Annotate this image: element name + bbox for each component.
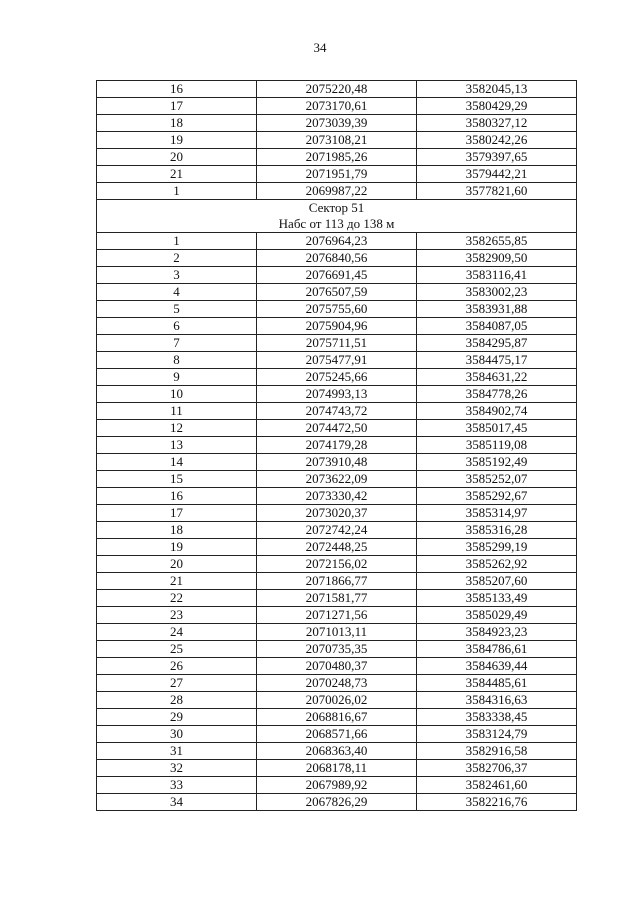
y-coordinate-cell: 3585252,07: [417, 471, 577, 488]
y-coordinate-cell: 3577821,60: [417, 183, 577, 200]
table-row: [97, 777, 577, 794]
point-number-cell: 26: [97, 658, 257, 675]
y-coordinate-cell: 3585316,28: [417, 522, 577, 539]
table-row: [97, 471, 577, 488]
point-number-cell: 1: [97, 233, 257, 250]
point-number-cell: 31: [97, 743, 257, 760]
table-row: [97, 352, 577, 369]
point-number-cell: 28: [97, 692, 257, 709]
y-coordinate-cell: 3584295,87: [417, 335, 577, 352]
y-coordinate-cell: 3584631,22: [417, 369, 577, 386]
x-coordinate-cell: 2075904,96: [257, 318, 417, 335]
rows-before-sector: [97, 81, 577, 200]
sector-header-row: [97, 200, 577, 233]
table-row: [97, 98, 577, 115]
x-coordinate-cell: 2076507,59: [257, 284, 417, 301]
y-coordinate-cell: 3585314,97: [417, 505, 577, 522]
y-coordinate-cell: 3585207,60: [417, 573, 577, 590]
table-row: [97, 301, 577, 318]
y-coordinate-cell: 3583002,23: [417, 284, 577, 301]
x-coordinate-cell: 2067826,29: [257, 794, 417, 811]
x-coordinate-cell: 2069987,22: [257, 183, 417, 200]
table-row: [97, 675, 577, 692]
x-coordinate-cell: 2073622,09: [257, 471, 417, 488]
y-coordinate-cell: 3585192,49: [417, 454, 577, 471]
x-coordinate-cell: 2073039,39: [257, 115, 417, 132]
point-number-cell: 32: [97, 760, 257, 777]
point-number-cell: 17: [97, 505, 257, 522]
point-number-cell: 11: [97, 403, 257, 420]
y-coordinate-cell: 3582045,13: [417, 81, 577, 98]
table-row: [97, 437, 577, 454]
point-number-cell: 21: [97, 166, 257, 183]
y-coordinate-cell: 3584087,05: [417, 318, 577, 335]
x-coordinate-cell: 2075245,66: [257, 369, 417, 386]
y-coordinate-cell: 3584902,74: [417, 403, 577, 420]
table-row: [97, 539, 577, 556]
x-coordinate-cell: 2075477,91: [257, 352, 417, 369]
x-coordinate-cell: 2074179,28: [257, 437, 417, 454]
y-coordinate-cell: 3580429,29: [417, 98, 577, 115]
x-coordinate-cell: 2070248,73: [257, 675, 417, 692]
y-coordinate-cell: 3579442,21: [417, 166, 577, 183]
x-coordinate-cell: 2074472,50: [257, 420, 417, 437]
point-number-cell: 8: [97, 352, 257, 369]
x-coordinate-cell: 2070480,37: [257, 658, 417, 675]
point-number-cell: 22: [97, 590, 257, 607]
point-number-cell: 30: [97, 726, 257, 743]
point-number-cell: 21: [97, 573, 257, 590]
y-coordinate-cell: 3583124,79: [417, 726, 577, 743]
sector-subtitle: Набс от 113 до 138 м: [278, 216, 395, 231]
table-row: [97, 488, 577, 505]
table-row: [97, 149, 577, 166]
x-coordinate-cell: 2071271,56: [257, 607, 417, 624]
point-number-cell: 17: [97, 98, 257, 115]
y-coordinate-cell: 3585262,92: [417, 556, 577, 573]
page-number: 34: [313, 40, 327, 55]
table-row: [97, 624, 577, 641]
x-coordinate-cell: 2068178,11: [257, 760, 417, 777]
x-coordinate-cell: 2072742,24: [257, 522, 417, 539]
x-coordinate-cell: 2070735,35: [257, 641, 417, 658]
table-row: [97, 658, 577, 675]
point-number-cell: 2: [97, 250, 257, 267]
table-row: [97, 709, 577, 726]
table-row: [97, 760, 577, 777]
table-row: [97, 166, 577, 183]
y-coordinate-cell: 3585133,49: [417, 590, 577, 607]
y-coordinate-cell: 3582655,85: [417, 233, 577, 250]
y-coordinate-cell: 3582916,58: [417, 743, 577, 760]
sector-header-section: [97, 200, 577, 233]
table-row: [97, 522, 577, 539]
x-coordinate-cell: 2076691,45: [257, 267, 417, 284]
x-coordinate-cell: 2074993,13: [257, 386, 417, 403]
point-number-cell: 7: [97, 335, 257, 352]
y-coordinate-cell: 3584786,61: [417, 641, 577, 658]
point-number-cell: 29: [97, 709, 257, 726]
point-number-cell: 12: [97, 420, 257, 437]
table-row: [97, 335, 577, 352]
y-coordinate-cell: 3585119,08: [417, 437, 577, 454]
x-coordinate-cell: 2073330,42: [257, 488, 417, 505]
point-number-cell: 25: [97, 641, 257, 658]
point-number-cell: 23: [97, 607, 257, 624]
table-row: [97, 573, 577, 590]
x-coordinate-cell: 2073910,48: [257, 454, 417, 471]
table-row: [97, 318, 577, 335]
table-row: [97, 183, 577, 200]
point-number-cell: 5: [97, 301, 257, 318]
point-number-cell: 27: [97, 675, 257, 692]
coordinates-table: [96, 80, 577, 811]
point-number-cell: 16: [97, 81, 257, 98]
point-number-cell: 14: [97, 454, 257, 471]
y-coordinate-cell: 3582461,60: [417, 777, 577, 794]
y-coordinate-cell: 3579397,65: [417, 149, 577, 166]
table-row: [97, 115, 577, 132]
point-number-cell: 13: [97, 437, 257, 454]
x-coordinate-cell: 2072156,02: [257, 556, 417, 573]
table-row: [97, 692, 577, 709]
table-row: [97, 641, 577, 658]
y-coordinate-cell: 3580242,26: [417, 132, 577, 149]
y-coordinate-cell: 3580327,12: [417, 115, 577, 132]
x-coordinate-cell: 2073020,37: [257, 505, 417, 522]
table-row: [97, 386, 577, 403]
table-row: [97, 403, 577, 420]
x-coordinate-cell: 2072448,25: [257, 539, 417, 556]
y-coordinate-cell: 3584475,17: [417, 352, 577, 369]
table-row: [97, 743, 577, 760]
table-row: [97, 250, 577, 267]
table-row: [97, 505, 577, 522]
y-coordinate-cell: 3585292,67: [417, 488, 577, 505]
x-coordinate-cell: 2073170,61: [257, 98, 417, 115]
y-coordinate-cell: 3582706,37: [417, 760, 577, 777]
table-row: [97, 607, 577, 624]
point-number-cell: 34: [97, 794, 257, 811]
point-number-cell: 20: [97, 149, 257, 166]
point-number-cell: 24: [97, 624, 257, 641]
y-coordinate-cell: 3584923,23: [417, 624, 577, 641]
sector-title: Сектор 51: [308, 200, 365, 215]
x-coordinate-cell: 2071951,79: [257, 166, 417, 183]
x-coordinate-cell: 2073108,21: [257, 132, 417, 149]
x-coordinate-cell: 2075755,60: [257, 301, 417, 318]
point-number-cell: 20: [97, 556, 257, 573]
table-row: [97, 420, 577, 437]
x-coordinate-cell: 2075711,51: [257, 335, 417, 352]
y-coordinate-cell: 3583931,88: [417, 301, 577, 318]
x-coordinate-cell: 2067989,92: [257, 777, 417, 794]
y-coordinate-cell: 3585017,45: [417, 420, 577, 437]
point-number-cell: 18: [97, 522, 257, 539]
table-row: [97, 454, 577, 471]
point-number-cell: 10: [97, 386, 257, 403]
table-row: [97, 726, 577, 743]
table-row: [97, 267, 577, 284]
point-number-cell: 16: [97, 488, 257, 505]
table-row: [97, 284, 577, 301]
table-row: [97, 81, 577, 98]
table-row: [97, 369, 577, 386]
y-coordinate-cell: 3582216,76: [417, 794, 577, 811]
point-number-cell: 3: [97, 267, 257, 284]
y-coordinate-cell: 3582909,50: [417, 250, 577, 267]
point-number-cell: 9: [97, 369, 257, 386]
x-coordinate-cell: 2076840,56: [257, 250, 417, 267]
sector-header-cell: [97, 200, 577, 233]
y-coordinate-cell: 3583116,41: [417, 267, 577, 284]
rows-after-sector: [97, 233, 577, 811]
point-number-cell: 18: [97, 115, 257, 132]
x-coordinate-cell: 2070026,02: [257, 692, 417, 709]
y-coordinate-cell: 3585299,19: [417, 539, 577, 556]
x-coordinate-cell: 2071013,11: [257, 624, 417, 641]
table-row: [97, 794, 577, 811]
x-coordinate-cell: 2074743,72: [257, 403, 417, 420]
y-coordinate-cell: 3584778,26: [417, 386, 577, 403]
x-coordinate-cell: 2076964,23: [257, 233, 417, 250]
table-row: [97, 556, 577, 573]
x-coordinate-cell: 2068816,67: [257, 709, 417, 726]
point-number-cell: 33: [97, 777, 257, 794]
x-coordinate-cell: 2075220,48: [257, 81, 417, 98]
y-coordinate-cell: 3585029,49: [417, 607, 577, 624]
point-number-cell: 19: [97, 539, 257, 556]
x-coordinate-cell: 2068363,40: [257, 743, 417, 760]
x-coordinate-cell: 2068571,66: [257, 726, 417, 743]
y-coordinate-cell: 3583338,45: [417, 709, 577, 726]
y-coordinate-cell: 3584639,44: [417, 658, 577, 675]
point-number-cell: 4: [97, 284, 257, 301]
y-coordinate-cell: 3584316,63: [417, 692, 577, 709]
x-coordinate-cell: 2071866,77: [257, 573, 417, 590]
point-number-cell: 19: [97, 132, 257, 149]
y-coordinate-cell: 3584485,61: [417, 675, 577, 692]
table-row: [97, 132, 577, 149]
point-number-cell: 1: [97, 183, 257, 200]
x-coordinate-cell: 2071985,26: [257, 149, 417, 166]
table-row: [97, 590, 577, 607]
table-row: [97, 233, 577, 250]
x-coordinate-cell: 2071581,77: [257, 590, 417, 607]
point-number-cell: 15: [97, 471, 257, 488]
point-number-cell: 6: [97, 318, 257, 335]
